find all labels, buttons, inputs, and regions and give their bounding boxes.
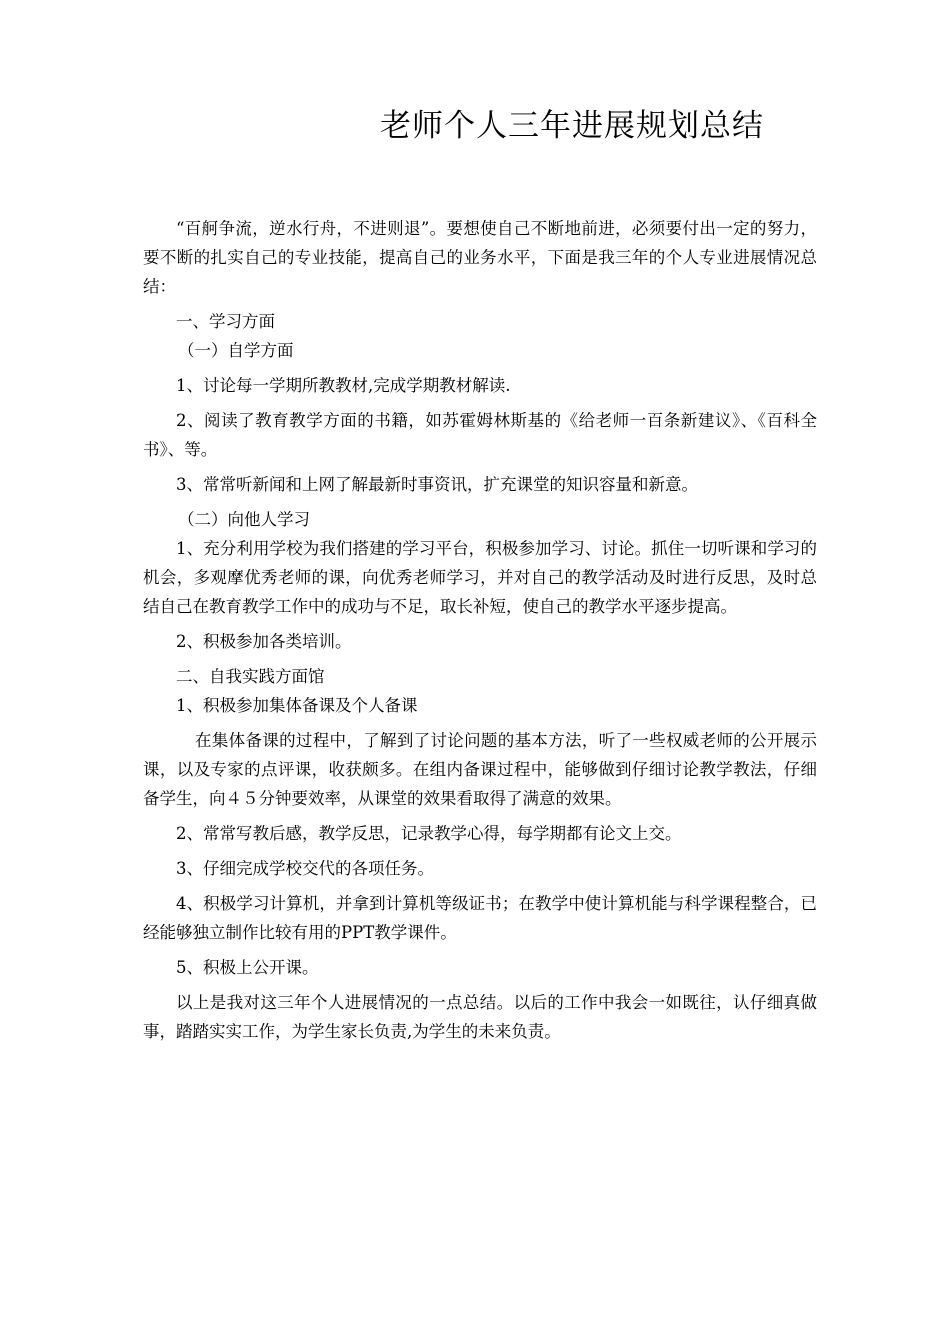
section-heading-practice: 二、自我实践方面馆 [176, 667, 325, 686]
document-body [143, 214, 817, 1046]
list-item: 2、积极参加各类培训。 [176, 632, 352, 651]
list-item: 1、积极参加集体备课及个人备课 [176, 696, 418, 715]
list-item: 1、充分利用学校为我们搭建的学习平台，积极参加学习、讨论。抓住一切听课和学习的机会，多观摩优秀老师的课，向优秀老师学习，并对自己的教学活动及时进行反思，及时总结自己在教育教学工作中的成功与不足，取长补短，使自己的教学水平逐步提高。 [143, 539, 817, 616]
subsection-heading-self-study: （一）自学方面 [178, 341, 294, 360]
list-item: 3、仔细完成学校交代的各项任务。 [176, 859, 434, 878]
list-item: 4、积极学习计算机，并拿到计算机等级证书；在教学中使计算机能与科学课程整合，已经能够独立制作比较有用的PPT教学课件。 [143, 894, 817, 942]
list-item: 2、阅读了教育教学方面的书籍，如苏霍姆林斯基的《给老师一百条新建议》、《百科全书》、等。 [143, 411, 817, 459]
document-title: 老师个人三年进展规划总结 [380, 108, 764, 144]
list-item: 1、讨论每一学期所教教材,完成学期教材解读. [176, 376, 511, 395]
list-item: 2、常常写教后感，教学反思，记录教学心得，每学期都有论文上交。 [176, 824, 682, 843]
closing-paragraph: 以上是我对这三年个人进展情况的一点总结。以后的工作中我会一如既往，认仔细真做事，踏踏实实工作，为学生家长负责,为学生的未来负责。 [143, 993, 817, 1041]
list-item: 3、常常听新闻和上网了解最新时事资讯，扩充课堂的知识容量和新意。 [176, 475, 698, 494]
intro-paragraph: “百舸争流，逆水行舟，不进则退”。要想使自己不断地前进，必须要付出一定的努力，要不断的扎实自己的专业技能，提高自己的业务水平，下面是我三年的个人专业进展情况总结： [143, 219, 817, 296]
subsection-heading-learn-from-others: （二）向他人学习 [178, 510, 310, 529]
body-paragraph: 在集体备课的过程中，了解到了讨论问题的基本方法，听了一些权威老师的公开展示课，以及专家的点评课，收获颇多。在组内备课过程中，能够做到仔细讨论教学教法，仔细备学生，向４５分钟要效率，从课堂的效果看取得了满意的效果。 [143, 731, 817, 808]
list-item: 5、积极上公开课。 [176, 958, 319, 977]
section-heading-study: 一、学习方面 [176, 312, 275, 331]
